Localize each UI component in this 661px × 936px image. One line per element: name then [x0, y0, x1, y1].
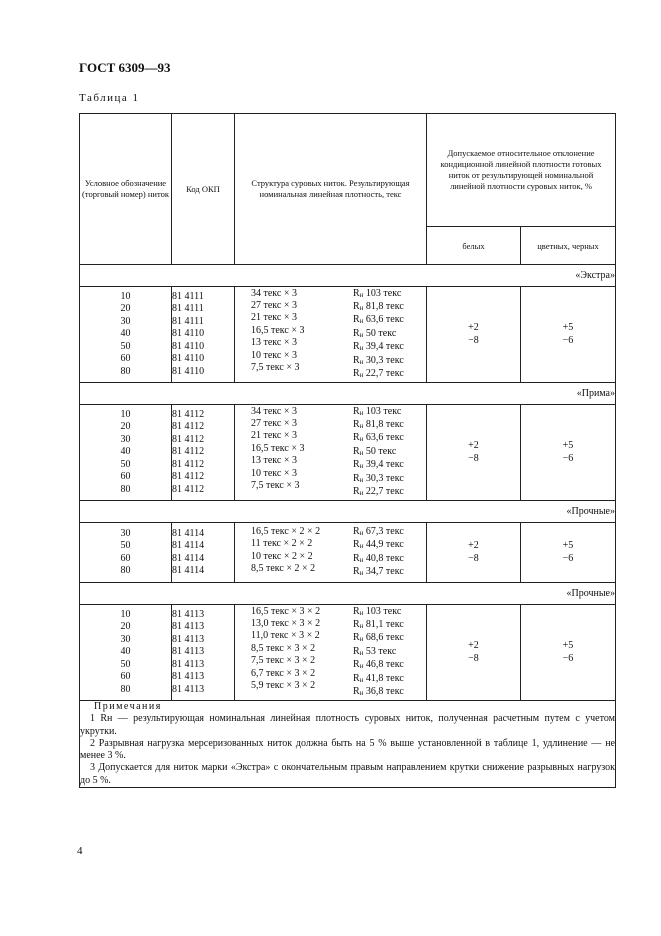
density-value: 39,4 текс [363, 341, 404, 353]
thread-number: 20 [120, 621, 131, 633]
density-symbol: R [353, 686, 360, 698]
density [353, 328, 415, 341]
structure: 10 текс × 2 × 2 [251, 550, 313, 562]
density-value: 30,3 текс [363, 472, 404, 484]
thread-numbers [80, 605, 172, 701]
density-subscript: н [359, 344, 364, 353]
structures [235, 287, 427, 383]
density-list [353, 288, 415, 382]
structure: 34 текс × 3 [251, 405, 297, 417]
density-subscript: н [359, 303, 364, 312]
thread-number: 20 [120, 421, 131, 433]
thread-number: 80 [120, 683, 131, 695]
density [353, 368, 415, 381]
density-subscript: н [359, 568, 364, 577]
density [353, 288, 415, 301]
density [353, 473, 415, 486]
density-symbol: R [353, 432, 360, 444]
density-subscript: н [359, 621, 364, 630]
structure: 27 текс × 3 [251, 417, 297, 429]
density-subscript: н [359, 528, 364, 537]
deviation-value: −8 [468, 334, 479, 346]
density-value: 36,8 текс [363, 686, 404, 698]
density [353, 341, 415, 354]
structure: 21 текс × 3 [251, 430, 297, 442]
brand-label: «Прима» [80, 383, 616, 405]
notes-heading: Примечания [94, 701, 162, 712]
okp-code: 81 4113 [172, 646, 205, 658]
structure: 7,5 текс × 3 [251, 362, 300, 374]
specification-table [79, 113, 616, 788]
okp-code: 81 4112 [172, 471, 205, 483]
structure: 13 текс × 3 [251, 455, 297, 467]
table-caption: Таблица 1 [79, 92, 140, 104]
thread-number: 10 [120, 609, 131, 621]
okp-codes [172, 605, 235, 701]
density-value: 53 текс [363, 645, 397, 657]
thread-number: 60 [120, 671, 131, 683]
thread-number: 20 [120, 303, 131, 315]
okp-code: 81 4113 [172, 621, 205, 633]
density [353, 659, 415, 672]
note-item: 2 Разрывная нагрузка мерсеризованных ниток должна быть на 5 % выше установленной в таблице 1, удлинение — не менее 3 %. [80, 737, 615, 762]
page-number: 4 [77, 845, 83, 857]
note-item: 1 Rн — результирующая номинальная линейная плотность суровых ниток, полученная расчетным путем с учетом укрутки. [80, 713, 615, 737]
density-symbol: R [353, 341, 360, 353]
density-value: 81,8 текс [363, 300, 404, 312]
structure: 13,0 текс × 3 × 2 [251, 617, 321, 629]
density-subscript: н [359, 689, 364, 698]
density-subscript: н [359, 357, 364, 366]
structure-columns [235, 406, 426, 500]
okp-code: 81 4114 [172, 540, 205, 552]
structure: 11 текс × 2 × 2 [251, 538, 313, 550]
density-value: 103 текс [363, 605, 402, 617]
density-subscript: н [359, 475, 364, 484]
thread-number: 30 [120, 633, 131, 645]
density-list [353, 406, 415, 500]
deviation-value: −8 [468, 552, 479, 564]
density [353, 553, 415, 566]
white-deviation [427, 405, 521, 501]
density-list [353, 526, 415, 580]
structure: 16,5 текс × 3 × 2 [251, 605, 321, 617]
density [353, 632, 415, 645]
thread-number: 60 [120, 471, 131, 483]
deviation-value: −8 [468, 652, 479, 664]
density [353, 446, 415, 459]
header-colored: цветных, черных [521, 227, 616, 265]
white-deviation [427, 523, 521, 583]
thread-number: 80 [120, 483, 131, 495]
structure-columns [235, 606, 426, 700]
okp-code: 81 4111 [172, 303, 204, 315]
deviation-value: +2 [468, 540, 479, 552]
okp-code: 81 4110 [172, 340, 205, 352]
density-subscript: н [359, 542, 364, 551]
density [353, 486, 415, 499]
colored-deviation [521, 405, 616, 501]
structure: 6,7 текс × 3 × 2 [251, 667, 316, 679]
density-symbol: R [353, 327, 360, 339]
okp-code: 81 4112 [172, 446, 205, 458]
okp-codes [172, 287, 235, 383]
density-symbol: R [353, 300, 360, 312]
structure: 8,5 текс × 2 × 2 [251, 562, 316, 574]
structure: 16,5 текс × 3 [251, 324, 305, 336]
density [353, 646, 415, 659]
header-structure: Структура суровых ниток. Результирующая номинальная линейная плотность, текс [235, 114, 427, 265]
thread-number: 30 [120, 315, 131, 327]
data-row [80, 523, 616, 583]
structure: 13 текс × 3 [251, 337, 297, 349]
density-value: 41,8 текс [363, 672, 404, 684]
okp-code: 81 4110 [172, 328, 205, 340]
deviation-value: −6 [562, 552, 574, 564]
density [353, 566, 415, 579]
density-symbol: R [353, 418, 360, 430]
density [353, 301, 415, 314]
thread-number: 30 [120, 433, 131, 445]
density-value: 81,1 текс [363, 618, 404, 630]
thread-numbers [80, 405, 172, 501]
thread-number: 10 [120, 409, 131, 421]
density [353, 406, 415, 419]
deviation-value: +2 [468, 440, 479, 452]
density-list [353, 606, 415, 700]
structure: 5,9 текс × 3 × 2 [251, 680, 316, 692]
thread-number: 80 [120, 564, 131, 576]
structure: 27 текс × 3 [251, 299, 297, 311]
white-deviation [427, 605, 521, 701]
density-symbol: R [353, 445, 360, 457]
density [353, 314, 415, 327]
structure-columns [235, 288, 426, 382]
brand-label: «Прочные» [80, 583, 616, 605]
density-value: 22,7 текс [363, 368, 404, 380]
thread-number: 60 [120, 353, 131, 365]
density-symbol: R [353, 552, 360, 564]
deviation-value: −6 [562, 652, 574, 664]
header-deviation: Допускаемое относительное отклонение кондиционной линейной плотности готовых ниток от результирующей номинальной линейной плотности суровых ниток, % [427, 114, 616, 227]
header-white: белых [427, 227, 521, 265]
white-deviation [427, 287, 521, 383]
structure: 21 текс × 3 [251, 312, 297, 324]
structure: 34 текс × 3 [251, 287, 297, 299]
density-symbol: R [353, 605, 360, 617]
data-row [80, 287, 616, 383]
structure: 10 текс × 3 [251, 349, 297, 361]
density-subscript: н [359, 371, 364, 380]
okp-code: 81 4113 [172, 683, 205, 695]
okp-code: 81 4113 [172, 671, 205, 683]
okp-code: 81 4114 [172, 564, 205, 576]
structure: 11,0 текс × 3 × 2 [251, 630, 320, 642]
density-subscript: н [359, 648, 364, 657]
thread-number: 60 [120, 552, 131, 564]
deviation-value: +5 [562, 322, 574, 334]
deviation-value: +5 [562, 540, 574, 552]
density-subscript: н [359, 662, 364, 671]
density-symbol: R [353, 287, 360, 299]
okp-code: 81 4112 [172, 421, 205, 433]
thread-numbers [80, 523, 172, 583]
density-value: 39,4 текс [363, 459, 404, 471]
deviation-value: −8 [468, 452, 479, 464]
density-symbol: R [353, 539, 360, 551]
density-subscript: н [359, 462, 364, 471]
okp-codes [172, 405, 235, 501]
structure-list [251, 288, 305, 382]
density-value: 63,6 текс [363, 432, 404, 444]
density-subscript: н [359, 317, 364, 326]
density-subscript: н [359, 435, 364, 444]
density [353, 686, 415, 699]
density-value: 63,6 текс [363, 314, 404, 326]
density-symbol: R [353, 672, 360, 684]
thread-number: 50 [120, 340, 131, 352]
brand-label: «Экстра» [80, 265, 616, 287]
density-value: 30,3 текс [363, 354, 404, 366]
density-value: 68,6 текс [363, 632, 404, 644]
brand-row [80, 583, 616, 605]
density-symbol: R [353, 314, 360, 326]
deviation-value: +5 [562, 440, 574, 452]
density [353, 673, 415, 686]
thread-number: 40 [120, 646, 131, 658]
density-subscript: н [359, 408, 364, 417]
thread-number: 30 [120, 527, 131, 539]
density [353, 432, 415, 445]
deviation-value: −6 [562, 452, 574, 464]
density-value: 50 текс [363, 327, 397, 339]
density-symbol: R [353, 618, 360, 630]
okp-code: 81 4114 [172, 527, 205, 539]
structure: 16,5 текс × 3 [251, 442, 305, 454]
okp-code: 81 4113 [172, 658, 205, 670]
colored-deviation [521, 287, 616, 383]
okp-code: 81 4111 [172, 291, 204, 303]
okp-code: 81 4111 [172, 315, 204, 327]
okp-codes [172, 523, 235, 583]
density [353, 355, 415, 368]
density-value: 46,8 текс [363, 659, 404, 671]
density-symbol: R [353, 525, 360, 537]
density-subscript: н [359, 555, 364, 564]
structure: 16,5 текс × 2 × 2 [251, 525, 321, 537]
deviation-value: +2 [468, 322, 479, 334]
density-symbol: R [353, 659, 360, 671]
thread-number: 50 [120, 540, 131, 552]
thread-number: 50 [120, 458, 131, 470]
header-okp-code: Код ОКП [172, 114, 235, 265]
structures [235, 523, 427, 583]
note-item: 3 Допускается для ниток марки «Экстра» с окончательным правым направлением крутки снижение разрывных нагрузок до 5 %. [80, 762, 615, 786]
okp-code: 81 4112 [172, 409, 205, 421]
density [353, 619, 415, 632]
brand-row [80, 501, 616, 523]
deviation-value: +2 [468, 640, 479, 652]
density [353, 459, 415, 472]
structure-list [251, 526, 320, 580]
density-value: 22,7 текс [363, 486, 404, 498]
density-value: 67,3 текс [363, 525, 404, 537]
notes-row [80, 701, 616, 788]
colored-deviation [521, 523, 616, 583]
density-symbol: R [353, 486, 360, 498]
deviation-value: +5 [562, 640, 574, 652]
density-subscript: н [359, 608, 364, 617]
thread-number: 10 [120, 291, 131, 303]
structure-columns [235, 526, 426, 580]
density-value: 34,7 текс [363, 565, 404, 577]
okp-code: 81 4112 [172, 433, 205, 445]
density [353, 606, 415, 619]
density-symbol: R [353, 459, 360, 471]
data-row [80, 405, 616, 501]
density-symbol: R [353, 405, 360, 417]
density-subscript: н [359, 489, 364, 498]
okp-code: 81 4110 [172, 353, 205, 365]
okp-code: 81 4113 [172, 633, 205, 645]
density-symbol: R [353, 354, 360, 366]
thread-number: 80 [120, 365, 131, 377]
density-subscript: н [359, 290, 364, 299]
density-value: 50 текс [363, 445, 397, 457]
density [353, 526, 415, 539]
density-subscript: н [359, 448, 364, 457]
density-subscript: н [359, 635, 364, 644]
density-symbol: R [353, 565, 360, 577]
okp-code: 81 4113 [172, 609, 205, 621]
okp-code: 81 4114 [172, 552, 205, 564]
density-value: 103 текс [363, 287, 402, 299]
colored-deviation [521, 605, 616, 701]
okp-code: 81 4110 [172, 365, 205, 377]
structure-list [251, 606, 320, 700]
structure: 7,5 текс × 3 [251, 480, 300, 492]
density-subscript: н [359, 421, 364, 430]
okp-code: 81 4112 [172, 483, 205, 495]
density [353, 419, 415, 432]
structure: 10 текс × 3 [251, 467, 297, 479]
structures [235, 405, 427, 501]
structure: 7,5 текс × 3 × 2 [251, 655, 316, 667]
density [353, 539, 415, 552]
structure-list [251, 406, 305, 500]
structures [235, 605, 427, 701]
density-value: 44,9 текс [363, 539, 404, 551]
document-title: ГОСТ 6309—93 [79, 60, 171, 75]
density-value: 103 текс [363, 405, 402, 417]
brand-label: «Прочные» [80, 501, 616, 523]
density-symbol: R [353, 645, 360, 657]
density-symbol: R [353, 632, 360, 644]
density-symbol: R [353, 368, 360, 380]
thread-number: 50 [120, 658, 131, 670]
density-value: 40,8 текс [363, 552, 404, 564]
brand-row [80, 383, 616, 405]
deviation-value: −6 [562, 334, 574, 346]
header-thread-number: Условное обозначение (торговый номер) ниток [80, 114, 172, 265]
notes-cell [80, 701, 616, 788]
thread-number: 40 [120, 328, 131, 340]
thread-numbers [80, 287, 172, 383]
density-subscript: н [359, 330, 364, 339]
density-symbol: R [353, 472, 360, 484]
thread-number: 40 [120, 446, 131, 458]
brand-row [80, 265, 616, 287]
structure: 8,5 текс × 3 × 2 [251, 642, 316, 654]
okp-code: 81 4112 [172, 458, 205, 470]
data-row [80, 605, 616, 701]
density-value: 81,8 текс [363, 418, 404, 430]
density-subscript: н [359, 675, 364, 684]
